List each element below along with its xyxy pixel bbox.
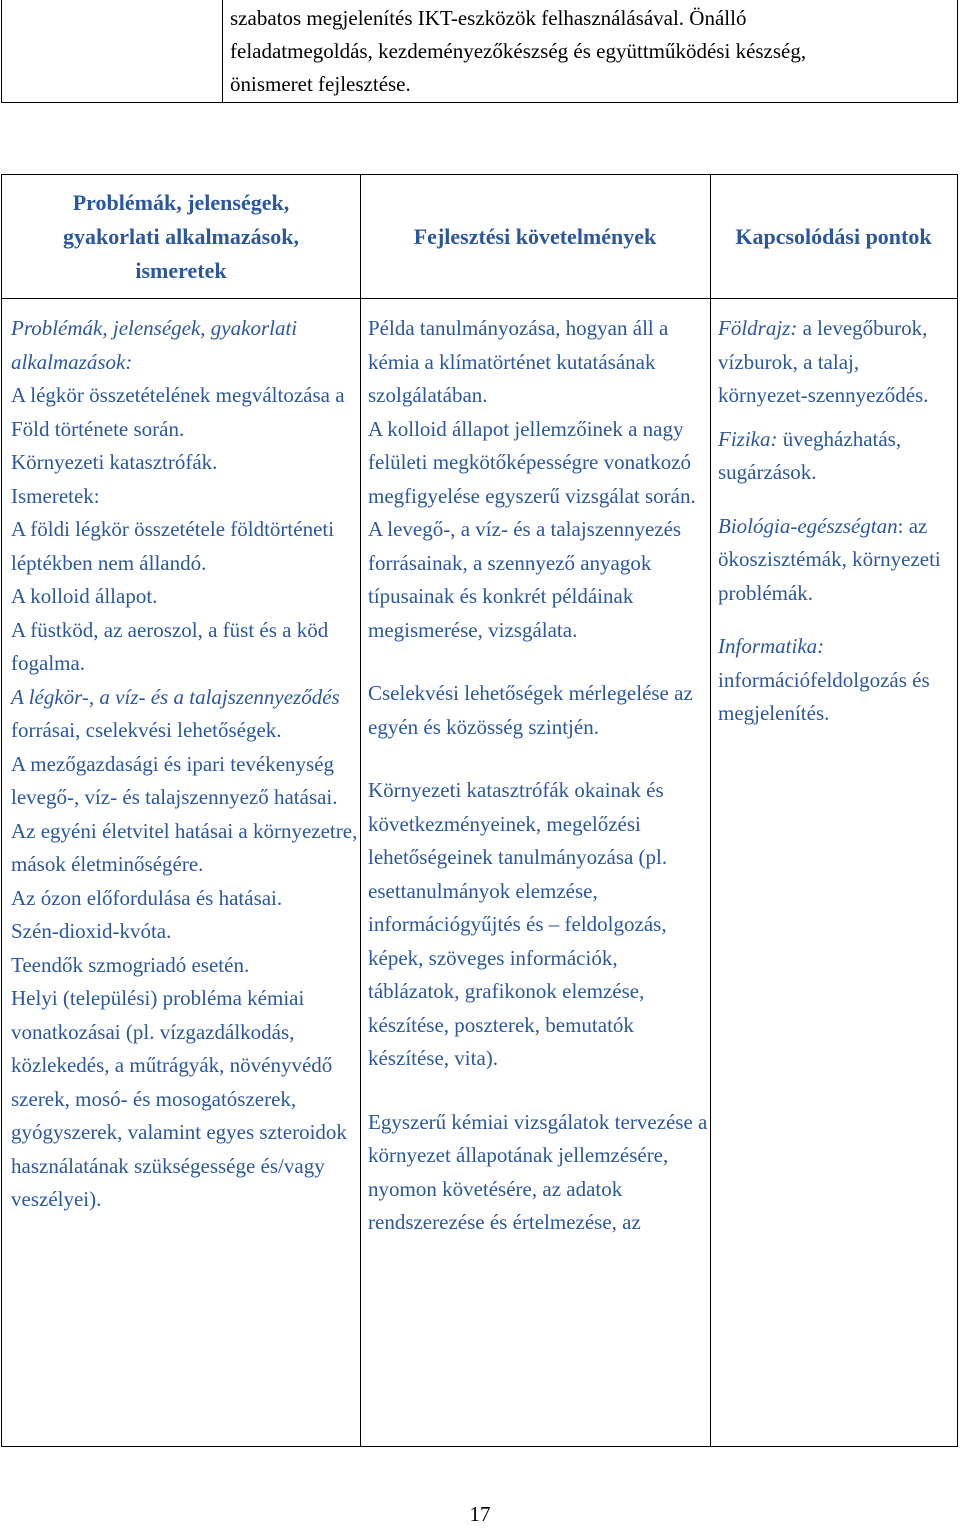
biology-colon: : <box>897 513 904 538</box>
col1-item: Környezeti katasztrófák. <box>11 450 218 474</box>
col3-content <box>718 312 953 731</box>
link-biology <box>718 510 953 611</box>
col2-content <box>368 312 708 1240</box>
col1-item: A kolloid állapot. <box>11 584 158 608</box>
header-col1-line-1: Problémák, jelenségek, <box>72 189 290 215</box>
col1-item-pollution <box>11 681 361 748</box>
col1-item: Az egyéni életvitel hatásai a környezetre, mások életminőségére. <box>11 818 358 876</box>
top-row-line-1: szabatos megjelenítés IKT-eszközök felhasználásával. Önálló <box>230 6 747 30</box>
header-col2 <box>360 175 710 298</box>
header-col2-label: Fejlesztési követelmények <box>413 223 657 249</box>
paragraph-gap <box>368 647 708 677</box>
geography-label: Földrajz: <box>718 316 798 340</box>
top-row-line-3: önismeret fejlesztése. <box>230 72 411 96</box>
informatics-label: Informatika: <box>718 634 825 658</box>
top-row-line-2: feladatmegoldás, kezdeményezőkészség és együttműködési készség, <box>230 39 807 63</box>
col2-item: Cselekvési lehetőségek mérlegelése az egyén és közösség szintjén. <box>368 681 693 739</box>
col2-item: Egyszerű kémiai vizsgálatok tervezése a környezet állapotának jellemzésére, nyomon követésére, az adatok rendszerezése és értelmezése, az <box>368 1109 708 1234</box>
curriculum-table <box>1 174 958 1447</box>
geography-text: a levegőburok, vízburok, a talaj, környezet-szennyeződés. <box>718 316 929 407</box>
header-col3 <box>710 175 957 298</box>
col2-item: A kolloid állapot jellemzőinek a nagy felületi megkötőképességre vonatkozó megfigyelése egyszerű vizsgálat során. <box>368 416 696 508</box>
physics-text: üvegházhatás, sugárzások. <box>718 426 902 484</box>
col2-item: Példa tanulmányozása, hogyan áll a kémia a klímatörténet kutatásának szolgálatában. <box>368 316 669 407</box>
biology-text: az ökoszisztémák, környezeti problémák. <box>718 513 941 605</box>
link-physics <box>718 423 953 490</box>
pollution-italic-text: A légkör-, a víz- és a talajszennyeződés <box>11 684 340 709</box>
biology-label: Biológia-egészségtan <box>718 513 898 538</box>
header-divider <box>2 298 957 299</box>
col1-item: A mezőgazdasági és ipari tevékenység levegő-, víz- és talajszennyező hatásai. <box>11 751 338 809</box>
col1-heading-knowledge: Ismeretek: <box>11 483 100 508</box>
physics-label: Fizika: <box>718 426 778 451</box>
col1-item: Teendők szmogriadó esetén. <box>11 952 250 977</box>
col1-item: Szén-dioxid-kvóta. <box>11 919 172 943</box>
col1-item: A földi légkör összetétele földtörténeti léptékben nem állandó. <box>11 517 335 575</box>
link-geography <box>718 312 953 413</box>
top-row-text-cell <box>230 2 950 101</box>
col1-content <box>11 312 361 1217</box>
top-table-row <box>1 0 958 103</box>
header-col3-label: Kapcsolódási pontok <box>735 223 932 249</box>
header-col1 <box>2 175 360 298</box>
col1-item: A füstköd, az aeroszol, a füst és a köd fogalma. <box>11 617 329 675</box>
pollution-rest-text: forrásai, cselekvési lehetőségek. <box>11 718 282 742</box>
header-col1-line-2: gyakorlati alkalmazások, <box>63 223 299 249</box>
col1-heading-problems: Problémák, jelenségek, gyakorlati alkalmazások: <box>11 316 298 374</box>
column-divider-2 <box>710 175 711 1446</box>
header-col1-line-3: ismeretek <box>135 257 227 283</box>
paragraph-gap <box>368 1076 708 1106</box>
paragraph-gap <box>368 744 708 774</box>
link-informatics <box>718 630 953 731</box>
col2-item: Környezeti katasztrófák okainak és következményeinek, megelőzési lehetőségeinek tanulmányozása (pl. esettanulmányok elemzése, információgyűjtés és – feldolgozás, képek, szöveges információk, táblázatok, grafikonok elemzése, készítése, poszterek, bemutatók készítése, vita). <box>368 778 668 1070</box>
informatics-text: információfeldolgozás és megjelenítés. <box>718 667 930 725</box>
col2-item: A levegő-, a víz- és a talajszennyezés forrásainak, a szennyező anyagok típusainak és konkrét példáinak megismerése, vizsgálata. <box>368 517 682 642</box>
top-row-empty-cell <box>2 0 223 102</box>
col1-item: Az ózon előfordulása és hatásai. <box>11 885 283 910</box>
page-number: 17 <box>469 1502 491 1526</box>
col1-item: Helyi (települési) probléma kémiai vonatkozásai (pl. vízgazdálkodás, közlekedés, a műtrágyák, növényvédő szerek, mosó- és mosogatószerek, gyógyszerek, valamint egyes szteroidok használatának szükségessége és/vagy veszélyei). <box>11 986 347 1211</box>
col1-item: A légkör összetételének megváltozása a Föld története során. <box>11 383 345 441</box>
